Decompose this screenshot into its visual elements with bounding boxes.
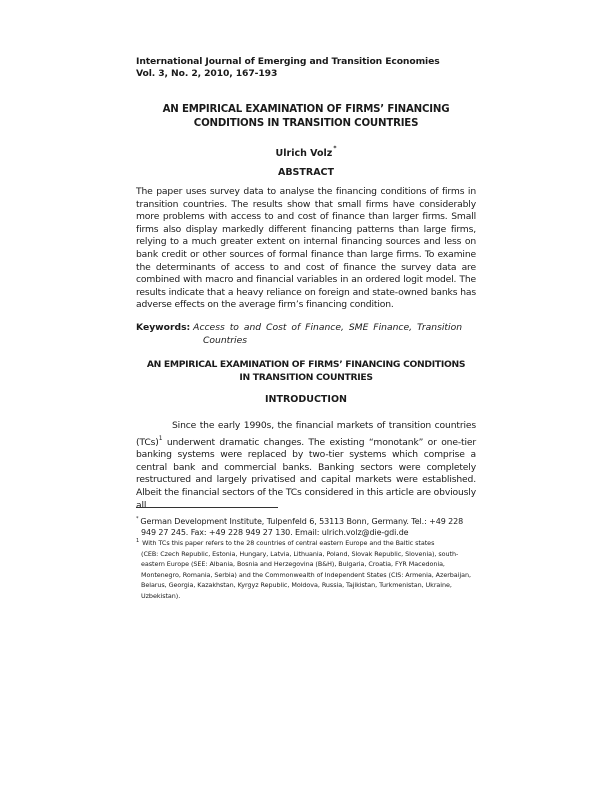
author-name: Ulrich Volz bbox=[275, 148, 333, 159]
section-title bbox=[136, 359, 476, 384]
keywords bbox=[136, 322, 476, 347]
keywords-text-line-2: Countries bbox=[203, 334, 248, 346]
author-footnote-mark: * bbox=[333, 145, 337, 152]
footnote-1-line-2: 949 27 245. Fax: +49 228 949 27 130. Email: ulrich.volz@die-gdi.de bbox=[141, 527, 409, 537]
paper-title-line-2: CONDITIONS IN TRANSITION COUNTRIES bbox=[193, 117, 419, 129]
keywords-text-line-1: Access to and Cost of Finance, SME Finance, Transition bbox=[193, 322, 463, 333]
footnote-divider bbox=[136, 507, 278, 508]
journal-issue: Vol. 3, No. 2, 2010, 167-193 bbox=[136, 68, 278, 79]
intro-text-part-2: underwent dramatic changes. The existing “monotank” or one-tier banking systems were replaced by two-tier systems which comprise a central bank and commercial banks. Banking sectors were completely restructured and largely privatised and capital markets were established. Albeit the financial sectors of the TCs considered in this article are obviously all bbox=[136, 436, 476, 511]
footnote-transition-countries bbox=[136, 536, 476, 601]
introduction-paragraph bbox=[136, 420, 476, 512]
footnote-1-line-1: German Development Institute, Tulpenfeld 6, 53113 Bonn, Germany. Tel.: +49 228 bbox=[140, 517, 464, 526]
section-title-line-1: AN EMPIRICAL EXAMINATION OF FIRMS’ FINANCING CONDITIONS bbox=[146, 359, 466, 370]
paper-title bbox=[136, 103, 476, 130]
abstract-heading: ABSTRACT bbox=[277, 167, 335, 178]
footnote-2-line-1: With TCs this paper refers to the 28 countries of central eastern Europe and the Baltic states bbox=[142, 539, 435, 547]
footnote-1-mark: * bbox=[136, 516, 139, 522]
intro-footnote-mark: 1 bbox=[158, 434, 163, 442]
intro-text-part-1: Since the early 1990s, the financial markets of transition countries (TCs) bbox=[136, 420, 476, 448]
footnote-author-affiliation bbox=[136, 514, 476, 539]
footnote-2-mark: 1 bbox=[136, 538, 140, 544]
journal-header bbox=[136, 56, 440, 80]
section-title-line-2: IN TRANSITION COUNTRIES bbox=[239, 371, 373, 383]
paper-title-line-1: AN EMPIRICAL EXAMINATION OF FIRMS’ FINANCING bbox=[162, 104, 450, 115]
footnote-2-rest: (CEB: Czech Republic, Estonia, Hungary, Latvia, Lithuania, Poland, Slovak Republic, Slovenia), south-eastern Europe (SEE: Albania, Bosnia and Herzegovina (B&H), Bulgaria, Croatia, FYR Macedonia, Montenegro, Romania, Serbia) and the Commonwealth of Independent States (CIS: Armenia, Azerbaijan, Belarus, Georgia, Kazakhstan, Kyrgyz Republic, Moldova, Russia, Tajikistan, Turkmenistan, Ukraine, Uzbekistan). bbox=[141, 549, 471, 600]
journal-name: International Journal of Emerging and Transition Economies bbox=[136, 56, 440, 67]
author bbox=[136, 145, 476, 159]
abstract-text: The paper uses survey data to analyse the financing conditions of firms in transition countries. The results show that small firms have considerably more problems with access to and cost of finance than larger firms. Small firms also display markedly different financing patterns than large firms, relying to a much greater extent on internal financing sources and less on bank credit or other sources of formal finance than large firms. To examine the determinants of access to and cost of finance the survey data are combined with macro and financial variables in an ordered logit model. The results indicate that a heavy reliance on foreign and state-owned banks has adverse effects on the average firm’s financing condition. bbox=[136, 186, 476, 311]
introduction-heading: INTRODUCTION bbox=[265, 394, 347, 405]
keywords-label: Keywords: bbox=[136, 322, 191, 333]
